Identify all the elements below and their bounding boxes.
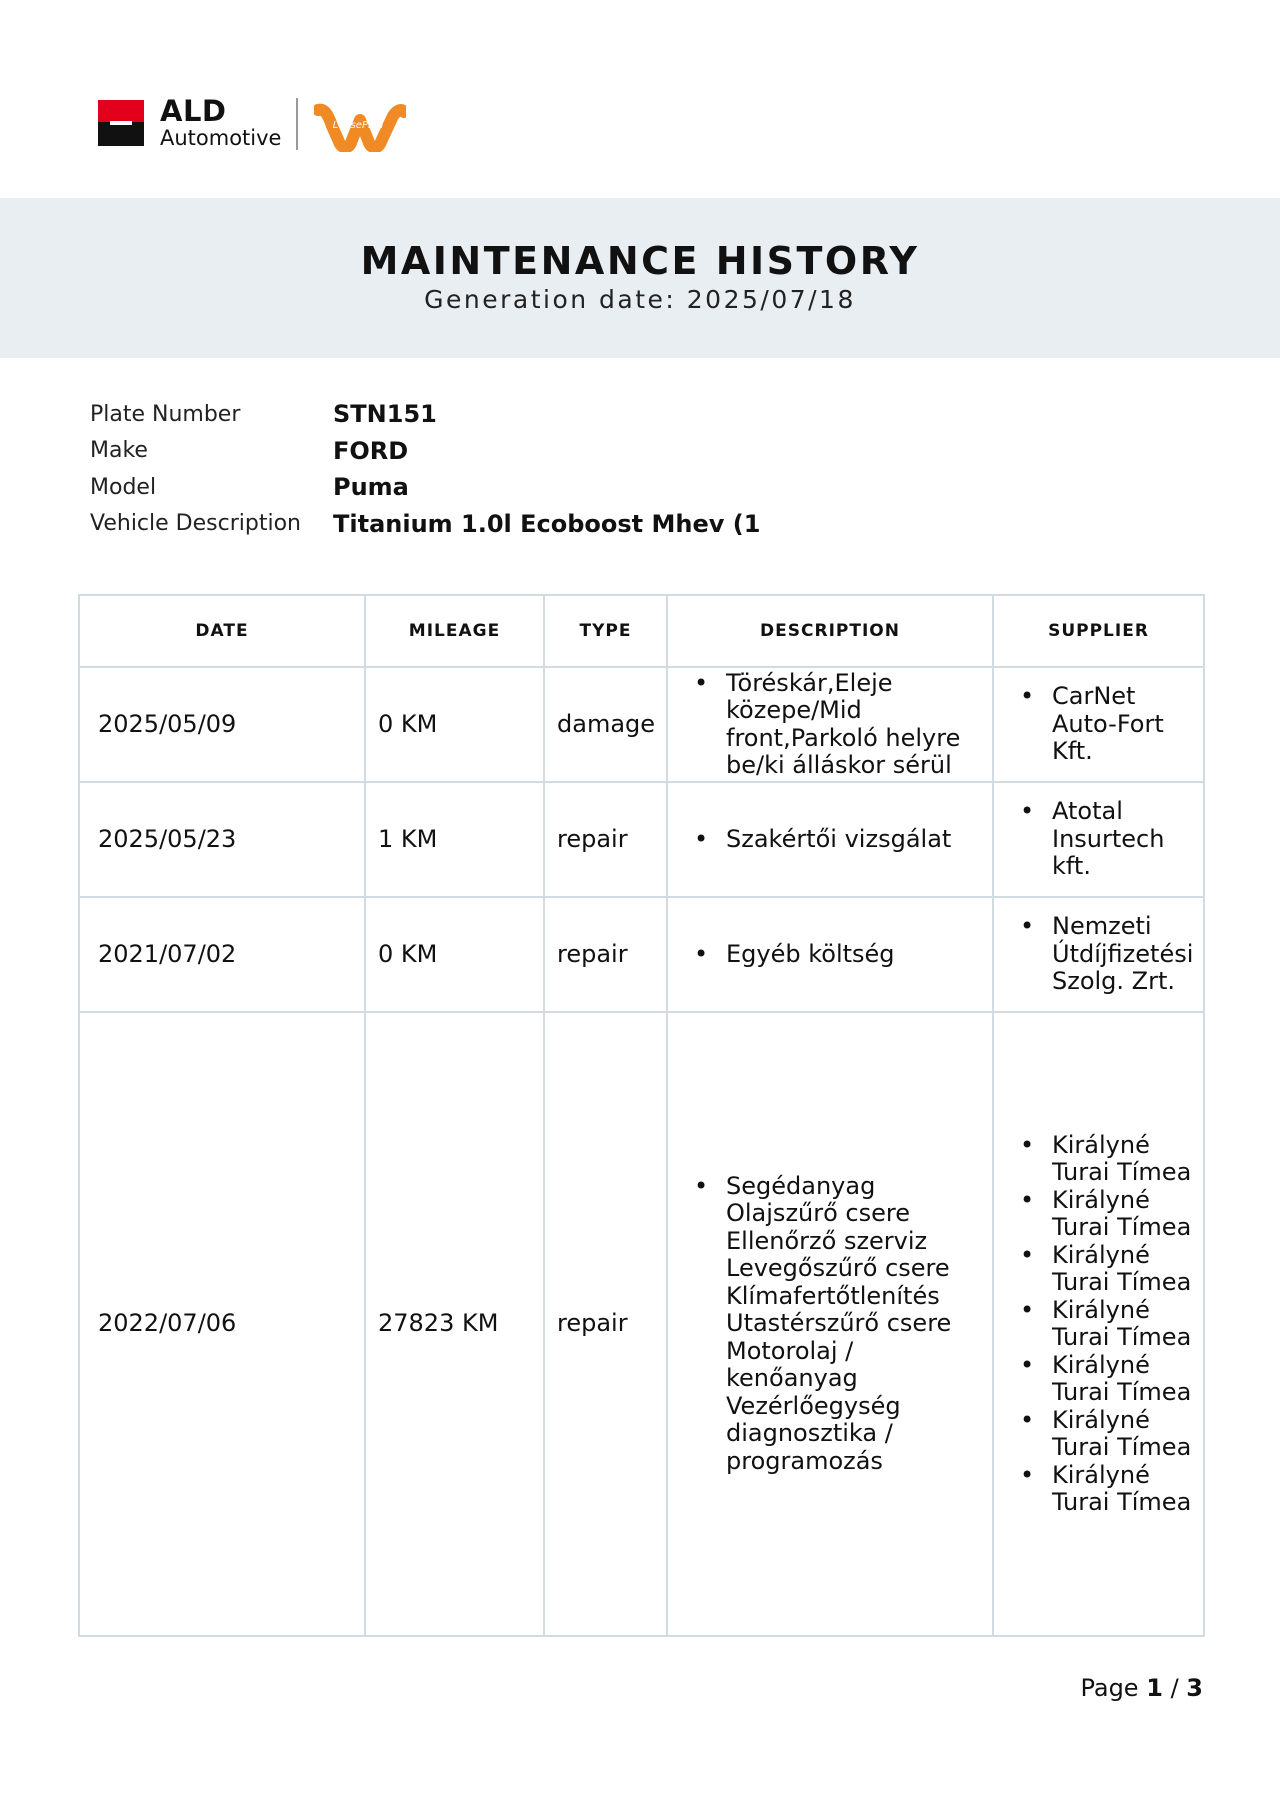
- description-item: • Töréskár,Eleje közepe/Mid front,Parkoló helyre be/ki álláskor sérül: [686, 670, 992, 780]
- row-supplier: [993, 782, 1204, 897]
- description-item: • Egyéb költség: [686, 941, 992, 969]
- plate-value: STN151: [333, 400, 437, 429]
- ald-subname: Automotive: [160, 126, 282, 150]
- row-date: 2025/05/09: [79, 667, 365, 782]
- page-total: 3: [1186, 1674, 1203, 1702]
- page-current: 1: [1146, 1674, 1163, 1702]
- plate-label: Plate Number: [90, 401, 241, 427]
- logo-divider: [296, 98, 298, 150]
- supplier-item: • Királyné Turai Tímea: [1012, 1132, 1203, 1187]
- table-header-row: [79, 595, 1204, 667]
- info-row-plate: [90, 396, 890, 433]
- description-item: • Segédanyag Olajszűrő csere Ellenőrző szerviz Levegőszűrő csere Klímafertőtlenítés Utastérszűrő csere Motorolaj / kenőanyag Vezérlőegység diagnosztika / programozás: [686, 1173, 992, 1476]
- row-description: [667, 667, 993, 782]
- header-type: TYPE: [544, 595, 667, 667]
- row-type: damage: [544, 667, 667, 782]
- table-row: [79, 782, 1204, 897]
- supplier-item: • Királyné Turai Tímea: [1012, 1352, 1203, 1407]
- row-type: repair: [544, 1012, 667, 1636]
- page-word: Page: [1080, 1674, 1139, 1702]
- header-description: DESCRIPTION: [667, 595, 993, 667]
- supplier-item: • Királyné Turai Tímea: [1012, 1242, 1203, 1297]
- row-mileage: 1 KM: [365, 782, 544, 897]
- table-row: [79, 667, 1204, 782]
- description-item: • Szakértői vizsgálat: [686, 826, 992, 854]
- page-separator: /: [1170, 1674, 1179, 1702]
- ald-logo-mark: [98, 100, 144, 146]
- page-title: MAINTENANCE HISTORY: [360, 239, 920, 283]
- row-supplier: [993, 1012, 1204, 1636]
- info-row-description: [90, 506, 890, 543]
- vehicle-info: [90, 396, 890, 542]
- model-label: Model: [90, 474, 157, 500]
- supplier-item: • Királyné Turai Tímea: [1012, 1407, 1203, 1462]
- supplier-item: • Királyné Turai Tímea: [1012, 1297, 1203, 1352]
- supplier-item: • Atotal Insurtech kft.: [1012, 798, 1203, 881]
- page-indicator: [1030, 1674, 1203, 1702]
- row-type: repair: [544, 897, 667, 1012]
- row-mileage: 27823 KM: [365, 1012, 544, 1636]
- row-mileage: 0 KM: [365, 667, 544, 782]
- make-label: Make: [90, 438, 148, 464]
- model-value: Puma: [333, 473, 409, 502]
- table-row: [79, 1012, 1204, 1636]
- supplier-item: • Királyné Turai Tímea: [1012, 1187, 1203, 1242]
- info-row-make: [90, 433, 890, 470]
- brand-logos: [98, 96, 418, 154]
- row-type: repair: [544, 782, 667, 897]
- row-date: 2021/07/02: [79, 897, 365, 1012]
- row-description: [667, 897, 993, 1012]
- info-row-model: [90, 469, 890, 506]
- generation-date: Generation date: 2025/07/18: [424, 285, 856, 314]
- table-row: [79, 897, 1204, 1012]
- header-date: DATE: [79, 595, 365, 667]
- header-mileage: MILEAGE: [365, 595, 544, 667]
- row-description: [667, 1012, 993, 1636]
- maintenance-table: [78, 594, 1205, 1637]
- make-value: FORD: [333, 436, 409, 465]
- title-band: [0, 198, 1280, 358]
- row-supplier: [993, 897, 1204, 1012]
- row-description: [667, 782, 993, 897]
- ald-name: ALD: [160, 94, 227, 128]
- header-supplier: SUPPLIER: [993, 595, 1204, 667]
- svg-text:LeasePlan: LeasePlan: [332, 120, 384, 131]
- vehicle-description-value: Titanium 1.0l Ecoboost Mhev (1: [333, 509, 761, 538]
- supplier-item: • CarNet Auto-Fort Kft.: [1012, 683, 1203, 766]
- leaseplan-logo: [314, 98, 406, 152]
- supplier-item: • Nemzeti Útdíjfizetési Szolg. Zrt.: [1012, 913, 1203, 996]
- ald-wordmark: [160, 96, 281, 150]
- row-date: 2025/05/23: [79, 782, 365, 897]
- supplier-item: • Királyné Turai Tímea: [1012, 1462, 1203, 1517]
- row-date: 2022/07/06: [79, 1012, 365, 1636]
- row-supplier: [993, 667, 1204, 782]
- vehicle-description-label: Vehicle Description: [90, 511, 301, 537]
- row-mileage: 0 KM: [365, 897, 544, 1012]
